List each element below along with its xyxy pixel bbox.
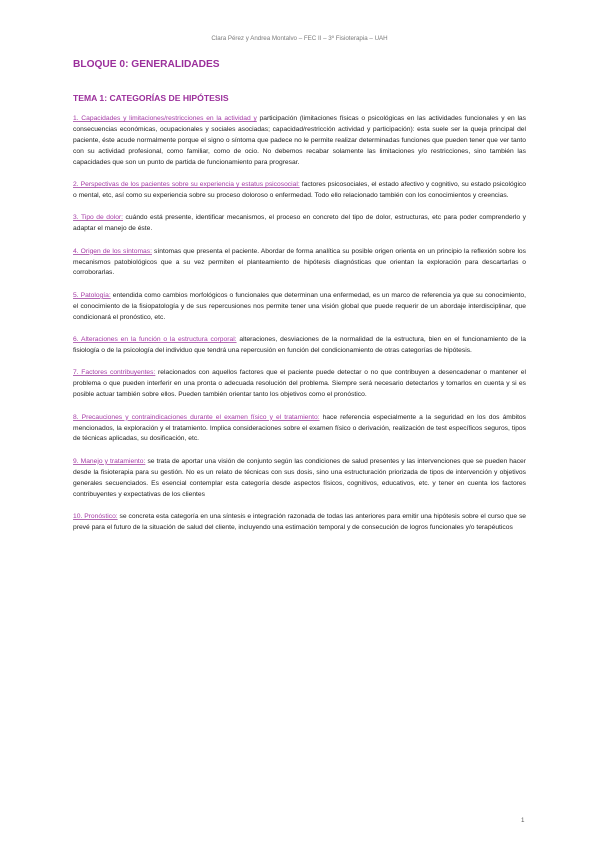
paragraph-lead: 2. Perspectivas de los pacientes sobre su experiencia y estatus psicosocial: [73, 181, 300, 189]
page-number: 1 [521, 817, 525, 824]
paragraph-3 [73, 213, 526, 235]
paragraph-10 [73, 512, 526, 534]
page-header: Clara Pérez y Andrea Montalvo – FEC II – 3º Fisioterapia – UAH [211, 35, 388, 42]
paragraph-2 [73, 180, 526, 202]
paragraph-text: se concreta esta categoría en una síntesis e integración razonada de todas las anteriores para emitir una hipótesis sobre el curso que se prevé para el futuro de la situación de salud del cliente, incluyendo una estimación temporal y de consecución de logros funcionales y/o terapéuticos [73, 512, 527, 531]
paragraph-text: participación (limitaciones físicas o psicológicas en las actividades funcionales y en las consecuencias económicas, ocupacionales y sociales asociadas; capacidad/restricción actividad y participación): esta suele ser la queja principal del paciente, éste acude normalmente porque el signo o síntoma que padece no le permite realizar determinadas funciones que pueden tener que ver tanto con su actividad profesional, como familiar, como de ocio. No debemos recabar solamente las limitaciones y/o restricciones, sino también las capacidades que son un punto de partida de funcionamiento para progresar. [73, 115, 526, 166]
paragraph-text: entendida como cambios morfológicos o funcionales que determinan una enfermedad, es un marco de referencia ya que su conocimiento, el conocimiento de la fisiopatología y de sus repercusiones nos permite tener una visión global que puede requerir de un abordaje interdisciplinar, que condicionará el pronóstico, etc. [73, 291, 526, 321]
paragraph-lead: 5. Patología: [73, 291, 111, 299]
paragraph-lead: 9. Manejo y tratamiento: [73, 457, 146, 465]
paragraph-text: alteraciones, desviaciones de la normalidad de la estructura, bien en el funcionamiento de la fisiología o de la psicología del individuo que tendrá una repercusión en función del condicionamiento de otras categorías de hipótesis. [73, 336, 527, 354]
paragraph-list [73, 114, 526, 545]
paragraph-text: síntomas que presenta el paciente. Abordar de forma analítica su posible origen orienta en un principio la reflexión sobre los mecanismos patobiológicos que a su vez permiten el planteamiento de hipótesis diagnósticas que orientan la exploración para descartarlas o corroborarlas. [73, 247, 526, 277]
paragraph-lead: 1. Capacidades y limitaciones/restricciones en la actividad y [73, 115, 257, 122]
topic-title: TEMA 1: CATEGORÍAS DE HIPÓTESIS [73, 93, 229, 103]
paragraph-text: hace referencia especialmente a la seguridad en los dos ámbitos mencionados, la exploración y el tratamiento. Implica consideraciones sobre el examen físico o derivación, realización de test específicos seguros, tipos de técnicas aplicadas, su dosificación, etc. [73, 413, 526, 443]
paragraph-8 [73, 413, 526, 446]
paragraph-text: relacionados con aquellos factores que el paciente puede detectar o no que contribuyen a desencadenar o mantener el problema o que pueden interferir en una pronta o adecuada resolución del problema. Siempre será necesario detectarlos y tomarlos en cuenta y si es posible actuar también sobre ellos. Pueden también orientar tanto los objetivos como el pronóstico. [73, 369, 526, 399]
paragraph-lead: 7. Factores contribuyentes: [73, 369, 156, 377]
paragraph-lead: 10. Pronóstico: [73, 512, 118, 520]
paragraph-text: factores psicosociales, el estado afectivo y cognitivo, su estado psicológico o mental, etc, así como su experiencia sobre su proceso doloroso o enfermedad. Todo ello relacionado también con los conocimientos y creencias. [73, 181, 526, 199]
paragraph-text: se trata de aportar una visión de conjunto según las condiciones de salud presentes y las intervenciones que se pueden hacer desde la fisioterapia para su gestión. No es un relato de técnicas con sus dosis, sino una estructuración priorizada de tipos de intervención y objetivos generales secuenciados. Es esencial contemplar esta categoría desde aspectos físicos, cognitivos, educativos, etc. y tener en cuenta los factores contribuyentes y expectativas de los clientes [73, 457, 526, 498]
paragraph-5 [73, 291, 526, 324]
paragraph-text: cuándo está presente, identificar mecanismos, el proceso en concreto del tipo de dolor, estructuras, etc para poder comprenderlo y adaptar el manejo de éste. [73, 214, 526, 233]
paragraph-6 [73, 335, 526, 357]
block-title: BLOQUE 0: GENERALIDADES [73, 59, 220, 70]
paragraph-lead: 8. Precauciones y contraindicaciones durante el examen físico y el tratamiento: [73, 413, 320, 421]
paragraph-1 [73, 114, 526, 169]
paragraph-7 [73, 368, 526, 401]
paragraph-lead: 6. Alteraciones en la función o la estructura corporal: [73, 336, 237, 344]
paragraph-4 [73, 247, 526, 280]
paragraph-lead: 3. Tipo de dolor: [73, 214, 124, 222]
paragraph-lead: 4. Origen de los síntomas: [73, 247, 152, 255]
paragraph-9 [73, 457, 526, 501]
